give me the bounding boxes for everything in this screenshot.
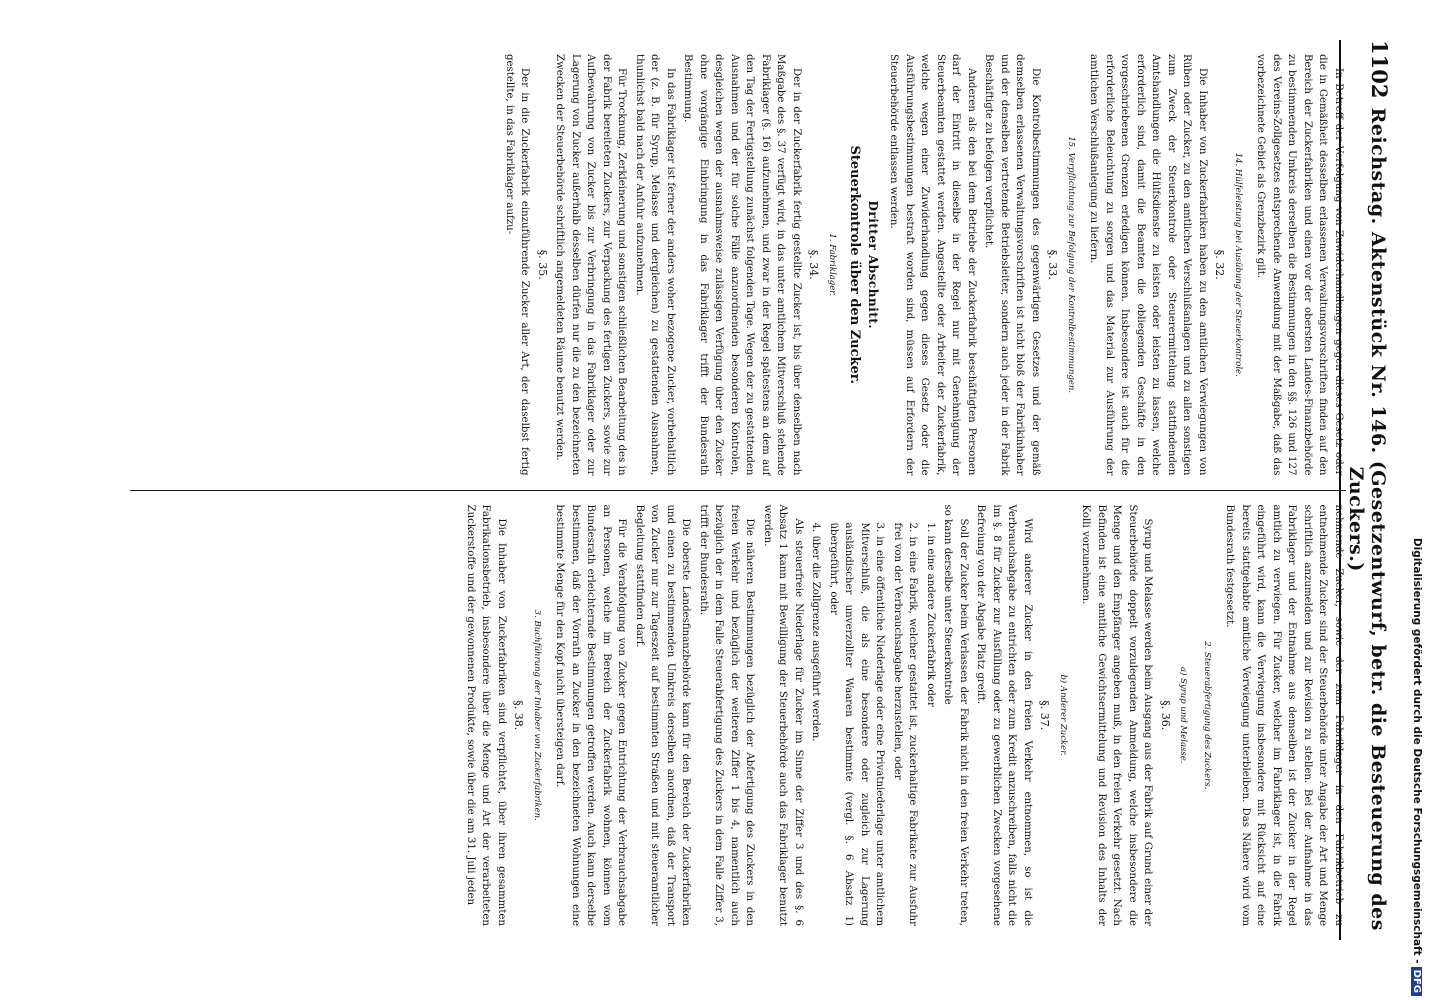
dfg-logo: DFG xyxy=(1412,967,1423,996)
subheading: 14. Hülfeleistung bei Ausübung der Steuerkontrole. xyxy=(1233,152,1243,377)
paragraph: Soll der Zucker beim Verlassen der Fabrik nicht in den freien Verkehr treten, so kann derselbe unter Steuerkontrole xyxy=(942,504,969,926)
subheading: 3. Buchführung der Inhaber von Zuckerfabriken. xyxy=(532,609,542,821)
paragraph: Für die Verabfolgung von Zucker gegen Entrichtung der Verbrauchsabgabe an Personen, welche im Bereich der Zuckerfabrik wohnen, können vom Bundesrath erleichternde Bestimmungen getroffen werden. Auch kann derselbe bestimmen, daß der Vorrath an Zucker in den bezeichneten Wohnungen eine bestimmte Menge für den Kopf nicht übersteigen darf. xyxy=(554,504,628,926)
subheading: 2. Steuerabfertigung des Zuckers. xyxy=(1202,641,1212,790)
section-mark: §. 34. xyxy=(807,249,821,280)
list-item: 1. in eine andere Zuckerfabrik oder xyxy=(925,522,936,707)
paragraph: Anderen als den bei dem Betriebe der Zuckerfabrik beschäftigten Personen darf der Eintritt in dieselbe in der Regel nur mit Genehmigung der Steuerbeamten gestattet werden. Angestellte oder Arbeiter der Zuckerfabrik, welche wegen einer Zuwiderhandlung gegen dieses Gesetz oder die Ausführungsbestimmungen bestraft worden sind, müssen auf Erfordern der Steuerbehörde entlassen werden. xyxy=(888,54,977,476)
paragraph: Der in der Zuckerfabrik fertig gestellte Zucker ist, bis über denselben nach Maßgabe des §. 37 verfügt wird, in das unter amtlichem Mitverschluß stehende Fabriklager (§. 16) aufzunehmen, und zwar in der Regel spätestens an dem auf den Tag der Fertigstellung zunächst folgenden Tage. Wegen der zu gestattenden Ausnahmen und der für solche Fälle anzuordnenden besonderen Kontrolen, desgleichen wegen der ausnahmsweise zulässigen Verfügung über den Zucker ohne vorgängige Einbringung in das Fabriklager trifft der Bundesrath Bestimmung. xyxy=(682,54,802,476)
paragraph: Als steuerfreie Niederlage für Zucker im Sinne der Ziffer 3 und des §. 6 Absatz 1 kann mit Bewilligung der Steuerbehörde auch das Fabriklager benutzt werden. xyxy=(762,504,804,926)
section-mark: §. 35. xyxy=(536,249,549,280)
paragraph: Syrup und Melasse werden beim Ausgang aus der Fabrik auf Grund einer der Steuerbehörde doppelt vorzulegenden Anmeldung, welche insbesondere die Menge und den Empfänger angeben muß, in den freien Verkehr gesetzt. Nach Befinden ist eine amtliche Gewichtsermittelung und Revision des Inhalts der Kolli vorzunehmen. xyxy=(1080,504,1154,926)
paragraph: In das Fabriklager ist ferner der anders woher bezogene Zucker, vorbehaltlich der (z. B. für Syrup, Melasse und dergleichen) zu gestattenden Ausnahmen, thunlichst bald nach der Anfuhr aufzunehmen. xyxy=(634,54,676,476)
paragraph: Die näheren Bestimmungen bezüglich der Abfertigung des Zuckers in den freien Verkehr und bezüglich der weiteren Ziffer 1 bis 4, namentlich auch bezüglich der in dem Falle Steuerabfertigung des Zuckers in dem Falle Ziffer 3, trifft der Bundesrath. xyxy=(698,504,756,926)
paragraph: Die Kontrolbestimmungen des gegenwärtigen Gesetzes und der gemäß demselben erlassenen Verwaltungsvorschriften ist nicht bloß der Fabrikinhaber und der denselben vertretende Betriebsleiter, sondern auch jeder in der Fabrik Beschäftigte zu befolgen verpflichtet. xyxy=(983,54,1041,476)
section-mark: §. 33. xyxy=(1046,249,1060,280)
page-header xyxy=(1339,40,1392,940)
paragraph: Wird anderer Zucker in den freien Verkehr entnommen, so ist die Verbrauchsabgabe zu entrichten oder zum Kredit anzuschreiben, falls nicht die im §. 8 für Zucker zur Ausfüllung oder zu gewerblichen Zwecken vorgesehene Befreiung von der Abgabe Platz greift. xyxy=(975,504,1033,926)
paragraph: In Betreff der Verfolgung von Zuwiderhandlungen gegen dieses Gesetz oder die in Gemäßheit desselben erlassenen Verwaltungsvorschriften finden auf den Bereich der Zuckerfabriken und einen vor der obersten Landes-Finanzbehörde zu bestimmenden Umkreis derselben die Bestimmungen in den §§. 126 und 127 des Vereins-Zollgesetzes entsprechende Anwendung mit der Maßgabe, daß das vorbezeichnete Gebiet als Grenzbezirk gilt. xyxy=(1255,54,1344,476)
section-mark: §. 32. xyxy=(1213,249,1227,280)
subheading: a) Syrup und Melasse. xyxy=(1178,667,1189,764)
paragraph: Die oberste Landesfinanzbehörde kann für den Bereich der Zuckerfabriken und einen zu bestimmenden Umkreis derselben anordnen, daß der Transport von Zucker nur zur Tageszeit auf bestimmten Straßen und mit steueramtlicher Begleitung stattfinden darf. xyxy=(634,504,692,926)
subheading: 15. Verpflichtung zur Befolgung der Kontrolbestimmungen. xyxy=(1066,136,1076,394)
page-title: Reichstag. Aktenstück Nr. 146. (Gesetzentwurf, betr. die Besteuerung des Zuckers.) xyxy=(1345,107,1389,931)
list-item: 3. in eine öffentliche Niederlage oder eine Privatniederlage unter amtlichem Mitverschluß, die als eine besondere oder zugleich zur Lagerung ausländischer unverzollter Waaren bestimmte (vergl. §. 6 Absatz 1) übergeführt, oder xyxy=(828,522,886,926)
digitization-credit: Digitalisierung gefördert durch die Deutsche Forschungsgemeinschaft - xyxy=(1411,537,1423,964)
left-column xyxy=(130,40,1346,490)
list-item: 2. in eine Fabrik, welcher gestattet ist, zuckerhaltige Fabrikate zur Ausfuhr frei von der Verbrauchsabgabe herzustellen, oder xyxy=(892,522,919,926)
section-mark: §. 37. xyxy=(1038,700,1052,731)
chapter-title: Steuerkontrole über den Zucker. xyxy=(847,145,863,384)
section-mark: §. 36. xyxy=(1159,700,1172,731)
section-mark: §. 38. xyxy=(512,700,526,731)
list-item: 4. über die Zollgrenze ausgeführt werden. xyxy=(810,522,822,742)
list xyxy=(808,505,938,927)
paragraph: Die Inhaber von Zuckerfabriken haben zu den amtlichen Verwiegungen von Rüben oder Zucker, zu den amtlichen Verschlußanlagen und zu allen sonstigen zum Zweck der Steuerkontrole oder Steuerermittelung stattfindenden Amtshandlungen die Hülfsdienste zu leisten oder leisten zu lassen, welche erforderlich sind, damit die Beamten die obliegenden Geschäfte in den vorgeschriebenen Grenzen erledigen können. Insbesondere ist auch für die erforderliche Beleuchtung zu sorgen und das Material zur Ausführung der amtlichen Verschlußanlegung zu liefern. xyxy=(1088,54,1208,476)
subheading: b) Anderer Zucker. xyxy=(1058,674,1068,757)
subheading: 1. Fabriklager. xyxy=(827,233,837,297)
paragraph: Die Inhaber von Zuckerfabriken sind verpflichtet, über ihren gesammten Fabrikationsbetrieb, insbesondere über die Menge und Art der verarbeiteten Zuckerstoffe und der gewonnenen Produkte, sowie über die am 31. Juli jeden xyxy=(465,504,507,926)
paragraph: Der in die Zuckerfabrik einzuführende Zucker aller Art, der daselbst fertig gestellte, in das Fabriklager aufzu- xyxy=(504,54,531,476)
right-column xyxy=(130,490,1346,941)
chapter-heading: Dritter Abschnitt. xyxy=(866,200,880,330)
paragraph: nehmende Zucker, sowie der zum Fabriklager in den Fabrikbetrieb zu entnehmende Zucker sind der Steuerbehörde unter Angabe der Art und Menge schriftlich anzumelden und zur Revision zu stellen. Bei der Aufnahme in das Fabriklager und der Entnahme aus demselben ist der Zucker in der Regel amtlich zu verwiegen. Für Zucker, welcher im Fabriklager ist, in die Fabrik eingeführt wird, kann die Verwiegung insbesondere mit Rücksicht auf eine bereits stattgehabte amtliche Verwiegung unterbleiben. Das Nähere wird vom Bundesrath festgesetzt. xyxy=(1224,504,1344,926)
digitization-strip xyxy=(1404,6,1430,996)
paragraph: Für Trocknung, Zerkleinerung und sonstigen schließlichen Bearbeitung des in der Fabrik bereiteten Zuckers, zur Verpackung des fertigen Zuckers, sowie zur Aufbewahrung von Zucker bis zur Verbringung in das Fabriklager oder zur Lagerung von Zucker außerhalb desselben dürfen nur die zu den bezeichneten Zwecken der Steuerbehörde schriftlich angemeldeten Räume benutzt werden. xyxy=(554,54,628,476)
page-number: 1102 xyxy=(1367,40,1392,99)
